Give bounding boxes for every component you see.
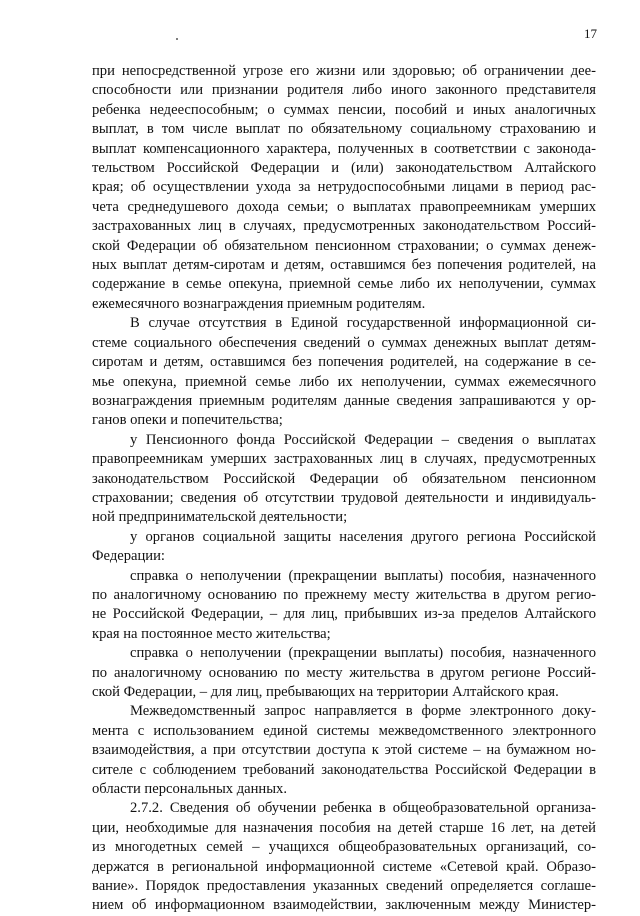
text-line: края на постоянное место жительства; [92,625,331,642]
text-line: мье опекуна, приемной семье либо их неполучении, суммах ежемесячного [92,373,596,390]
text-line: В случае отсутствия в Единой государственной информационной си- [130,315,596,332]
text-line: ской Федерации, – для лиц, пребывающих на территории Алтайского края. [92,684,559,700]
text-line: законодательством Российской Федерации об обязательном пенсионном [92,470,596,487]
text-line: при непосредственной угрозе его жизни или здоровью; об ограничении дее- [92,63,596,79]
text-line: по аналогичному основанию по месту жительства в другом регионе Россий- [92,664,596,681]
text-line: вознаграждения приемным родителям данные сведения запрашиваются у ор- [92,392,596,409]
text-line: держатся в региональной информационной системе «Сетевой край. Образо- [92,858,596,875]
text-line: ных выплат детям-сиротам и детям, оставшимся без попечения родителей, на [92,257,596,274]
document-body [92,62,596,916]
text-line: тельством Российской Федерации и (или) законодательством Алтайского [92,160,596,177]
scan-speck [176,38,178,40]
text-line: правопреемникам умерших застрахованных лиц в случаях, предусмотренных [92,451,596,468]
text-line: сителе с соблюдением требований законодательства Российской Федерации в [92,761,596,778]
text-line: мента с использованием единой системы межведомственного электронного [92,722,596,739]
text-line: из многодетных семей – учащихся общеобразовательных организаций, со- [92,839,596,856]
text-line: чета среднедушевого дохода семьи; о выплатах правопреемникам умерших [92,198,596,215]
text-line: ской Федерации об обязательном пенсионном страховании; о суммах денеж- [92,237,596,254]
text-line: ганов опеки и попечительства; [92,412,283,429]
text-line: содержание в семье опекуна, приемной семье либо их неполучении, суммах [92,276,596,293]
text-line: по аналогичному основанию по прежнему месту жительства в другом регио- [92,586,596,603]
text-line: 2.7.2. Сведения об обучении ребенка в общеобразовательной организа- [130,800,596,817]
text-line: не Российской Федерации, – для лиц, прибывших из-за пределов Алтайского [92,606,596,623]
text-line: области персональных данных. [92,781,287,798]
text-line: выплат, в том числе выплат по обязательному социальному страхованию и [92,121,596,138]
text-line: выплат компенсационного характера, полученных в соответствии с законода- [92,140,596,157]
text-line: способности или признании родителя либо иного законного представителя [92,82,596,99]
text-line: у Пенсионного фонда Российской Федерации – сведения о выплатах [130,431,596,448]
page-number: 17 [584,26,597,41]
text-line: стеме социального обеспечения сведений о суммах денежных выплат детям- [92,334,596,351]
text-line: застрахованных лиц в случаях, предусмотренных законодательством Россий- [92,218,596,235]
text-line: ребенка недееспособным; о суммах пенсии, пособий и иных аналогичных [92,101,596,118]
text-line: вание». Порядок предоставления указанных сведений определяется соглаше- [92,878,596,895]
text-line: справка о неполучении (прекращении выплаты) пособия, назначенного [130,567,596,584]
text-line: взаимодействия, а при отсутствии доступа к этой системе – на бумажном но- [92,742,596,759]
text-line: ной предпринимательской деятельности; [92,509,348,526]
text-line: у органов социальной защиты населения другого региона Российской [130,528,596,545]
text-line: нием об информационном взаимодействии, заключенным между Министер- [92,897,596,914]
text-line: края; об осуществлении ухода за нетрудоспособными лицами в период рас- [92,179,596,196]
text-line: ции, необходимые для назначения пособия на детей старше 16 лет, на детей [92,819,596,836]
text-line: Межведомственный запрос направляется в форме электронного доку- [130,703,596,720]
text-line: ежемесячного вознаграждения приемным родителям. [92,295,426,312]
text-line: сиротам и детям, оставшимся без попечения родителей, на содержание в се- [92,354,596,371]
text-line: страховании; сведения об отсутствии трудовой деятельности и индивидуаль- [92,489,596,506]
text-line: справка о неполучении (прекращении выплаты) пособия, назначенного [130,645,596,662]
text-line: Федерации: [92,548,165,565]
